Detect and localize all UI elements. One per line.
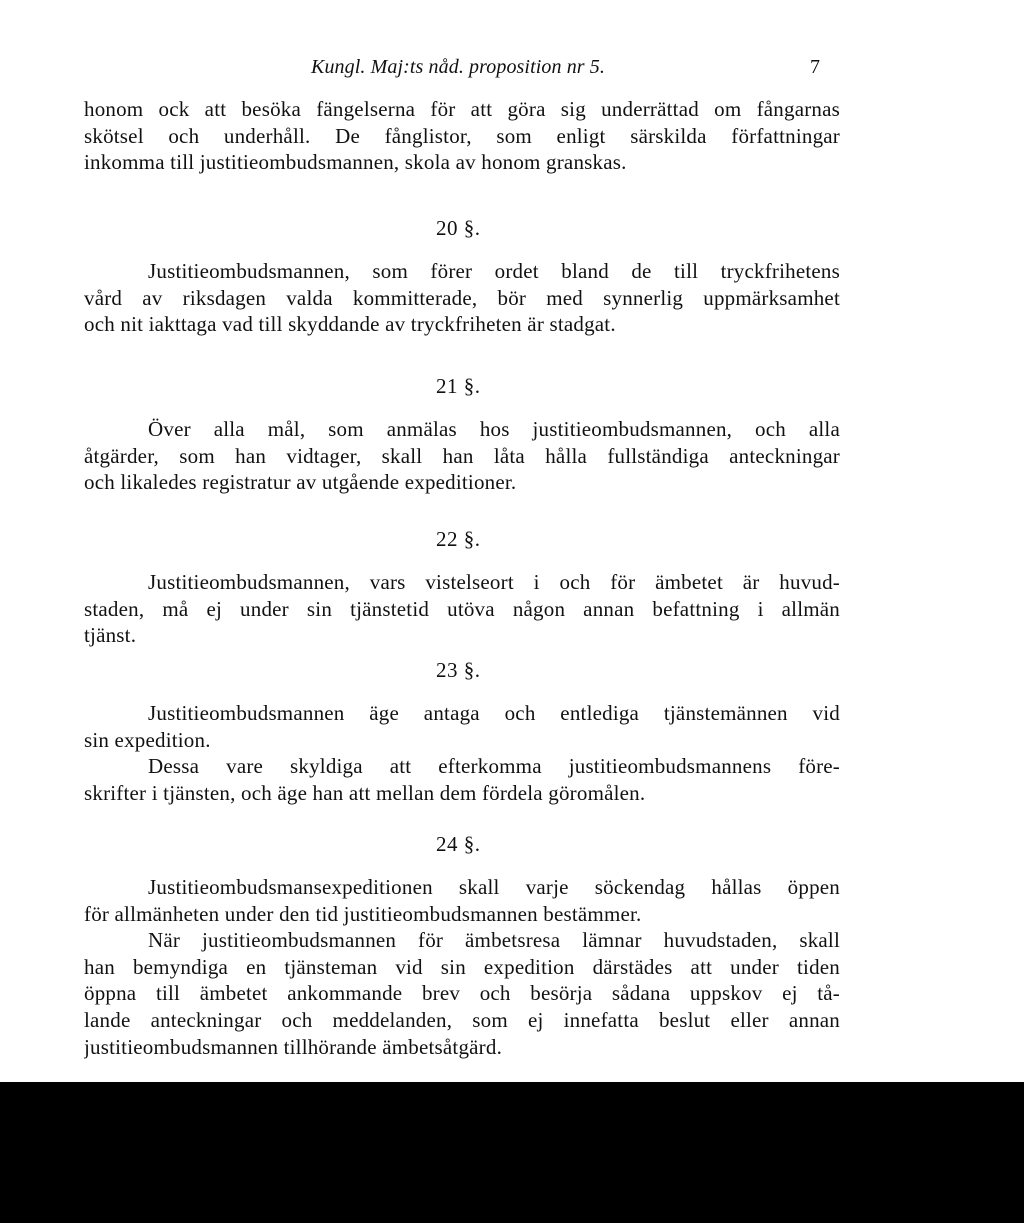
paragraph-continuation [84, 96, 840, 176]
text-line: för allmänheten under den tid justitieombudsmannen bestämmer. [84, 901, 642, 926]
page-header [0, 46, 1024, 80]
text-line: justitieombudsmannen tillhörande ämbetsåtgärd. [84, 1034, 503, 1059]
running-title: Kungl. Maj:ts nåd. proposition nr 5. [311, 56, 605, 78]
text-line: honom ock att besöka fängelserna för att göra sig underrättad om fångarnas [84, 97, 840, 121]
text-line: Justitieombudsmannen äge antaga och entlediga tjänstemännen vid [148, 701, 840, 725]
section-number-22: 22 §. [436, 527, 481, 551]
text-line: När justitieombudsmannen för ämbetsresa lämnar huvudstaden, skall [148, 928, 840, 953]
text-line: och nit iakttaga vad till skyddande av tryckfriheten är stadgat. [84, 312, 616, 337]
section-number-20: 20 §. [436, 216, 481, 240]
section-24-body [84, 874, 840, 1060]
page-number: 7 [810, 56, 820, 78]
section-number-24: 24 §. [436, 832, 481, 856]
section-20-body [84, 258, 840, 338]
text-line: Över alla mål, som anmälas hos justitieombudsmannen, och alla [148, 417, 840, 441]
text-line: tjänst. [84, 623, 137, 648]
section-number-23: 23 §. [436, 658, 481, 682]
text-line: sin expedition. [84, 727, 211, 752]
text-line: Justitieombudsmannen, vars vistelseort i och för ämbetet är huvud- [148, 570, 840, 594]
section-22-body [84, 569, 840, 649]
section-23-body [84, 700, 840, 806]
text-line: skrifter i tjänsten, och äge han att mellan dem fördela göromålen. [84, 780, 646, 805]
text-line: Justitieombudsmannen, som förer ordet bland de till tryckfrihetens [148, 259, 840, 283]
text-line: lande anteckningar och meddelanden, som ej innefatta beslut eller annan [84, 1007, 840, 1032]
section-number-21: 21 §. [436, 374, 481, 398]
scan-dark-border [0, 1082, 1024, 1223]
text-line: Justitieombudsmansexpeditionen skall varje söckendag hållas öppen [148, 875, 840, 899]
text-line: staden, må ej under sin tjänstetid utöva någon annan befattning i allmän [84, 596, 840, 621]
text-line: och likaledes registratur av utgående expeditioner. [84, 470, 517, 495]
text-line: öppna till ämbetet ankommande brev och besörja sådana uppskov ej tå- [84, 981, 840, 1006]
text-line: inkomma till justitieombudsmannen, skola av honom granskas. [84, 150, 627, 175]
text-line: han bemyndiga en tjänsteman vid sin expedition därstädes att under tiden [84, 954, 840, 979]
text-line: vård av riksdagen valda kommitterade, bör med synnerlig uppmärksamhet [84, 285, 840, 310]
text-line: Dessa vare skyldiga att efterkomma justitieombudsmannens före- [148, 754, 840, 779]
text-line: skötsel och underhåll. De fånglistor, som enligt särskilda författningar [84, 123, 840, 148]
text-line: åtgärder, som han vidtager, skall han låta hålla fullständiga anteckningar [84, 443, 840, 468]
section-21-body [84, 416, 840, 496]
